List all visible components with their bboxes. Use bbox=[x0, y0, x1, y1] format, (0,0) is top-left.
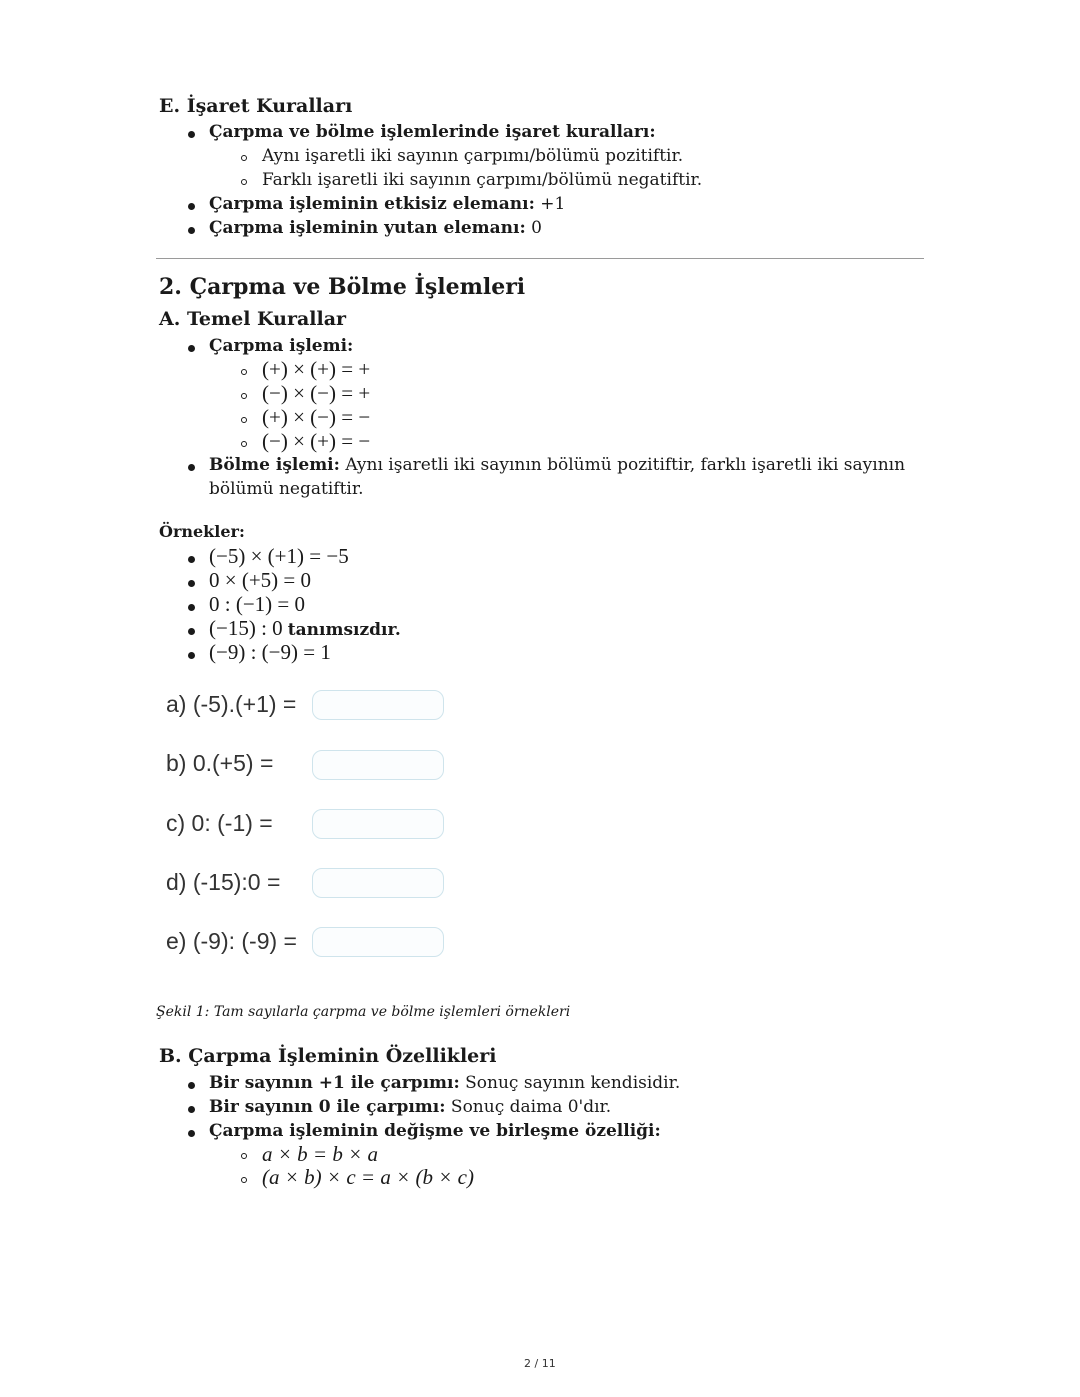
exercise-c-label: c) 0: (-1) = bbox=[166, 810, 273, 836]
division-rule-item bbox=[209, 455, 905, 475]
associative-formula: (a × b) × c = a × (b × c) bbox=[262, 1165, 474, 1189]
bullet-dot bbox=[188, 1082, 195, 1089]
property-label: Bir sayının +1 ile çarpımı: bbox=[209, 1073, 460, 1093]
commutative-formula: a × b = b × a bbox=[262, 1142, 379, 1166]
example-expression: (−15) : 0 bbox=[209, 616, 283, 640]
exercise-a-answer-box[interactable] bbox=[312, 690, 444, 720]
sub-bullet-circle bbox=[241, 1153, 247, 1159]
example-item-undefined bbox=[209, 616, 401, 641]
section-divider bbox=[156, 258, 924, 259]
figure-caption: Şekil 1: Tam sayılarla çarpma ve bölme işlemleri örnekleri bbox=[156, 1004, 571, 1020]
section-2a-heading: A. Temel Kurallar bbox=[159, 308, 347, 330]
exercise-e-answer-box[interactable] bbox=[312, 927, 444, 957]
division-text-continued: bölümü negatiftir. bbox=[209, 479, 364, 499]
section-2-heading: 2. Çarpma ve Bölme İşlemleri bbox=[159, 274, 526, 300]
division-label: Bölme işlemi: bbox=[209, 455, 340, 475]
section-e-heading: E. İşaret Kuralları bbox=[159, 95, 353, 117]
example-undefined-text: tanımsızdır. bbox=[287, 620, 401, 640]
page-number: 2 / 11 bbox=[524, 1357, 556, 1370]
property-item bbox=[209, 1073, 680, 1093]
bullet-dot bbox=[188, 652, 195, 659]
sign-rule-formula: (−) × (−) = + bbox=[262, 381, 371, 405]
sign-rule-formula: (−) × (+) = − bbox=[262, 429, 371, 453]
exercise-c-answer-box[interactable] bbox=[312, 809, 444, 839]
property-item bbox=[209, 1097, 611, 1117]
sub-bullet-circle bbox=[241, 393, 247, 399]
sub-bullet-circle bbox=[241, 1177, 247, 1183]
identity-element-item bbox=[209, 194, 565, 214]
sign-rules-label: Çarpma ve bölme işlemlerinde işaret kuralları: bbox=[209, 122, 656, 142]
bullet-dot bbox=[188, 604, 195, 611]
bullet-dot bbox=[188, 628, 195, 635]
sign-rule-different: Farklı işaretli iki sayının çarpımı/bölümü negatiftir. bbox=[262, 170, 703, 190]
identity-element-value: +1 bbox=[540, 194, 566, 214]
division-text: Aynı işaretli iki sayının bölümü pozitiftir, farklı işaretli iki sayının bbox=[345, 455, 906, 475]
sign-rule-formula: (+) × (+) = + bbox=[262, 357, 371, 381]
exercise-b-label: b) 0.(+5) = bbox=[166, 750, 274, 776]
identity-element-label: Çarpma işleminin etkisiz elemanı: bbox=[209, 194, 535, 214]
bullet-dot bbox=[188, 1106, 195, 1113]
example-item: 0 : (−1) = 0 bbox=[209, 592, 306, 616]
property-text: Sonuç sayının kendisidir. bbox=[465, 1073, 681, 1093]
bullet-dot bbox=[188, 203, 195, 210]
property-label: Çarpma işleminin değişme ve birleşme özelliği: bbox=[209, 1121, 661, 1141]
property-label: Bir sayının 0 ile çarpımı: bbox=[209, 1097, 446, 1117]
bullet-dot bbox=[188, 464, 195, 471]
exercise-d-label: d) (-15):0 = bbox=[166, 869, 281, 895]
sub-bullet-circle bbox=[241, 441, 247, 447]
bullet-dot bbox=[188, 580, 195, 587]
sign-rule-same: Aynı işaretli iki sayının çarpımı/bölümü pozitiftir. bbox=[262, 146, 684, 166]
property-text: Sonuç daima 0'dır. bbox=[450, 1097, 612, 1117]
example-item: (−5) × (+1) = −5 bbox=[209, 544, 349, 568]
sub-bullet-circle bbox=[241, 369, 247, 375]
section-b-heading: B. Çarpma İşleminin Özellikleri bbox=[159, 1045, 497, 1067]
sub-bullet-circle bbox=[241, 417, 247, 423]
sign-rule-formula: (+) × (−) = − bbox=[262, 405, 371, 429]
absorbing-element-item bbox=[209, 218, 542, 238]
example-item: 0 × (+5) = 0 bbox=[209, 568, 312, 592]
sub-bullet-circle bbox=[241, 179, 247, 185]
exercise-b-answer-box[interactable] bbox=[312, 750, 444, 780]
multiplication-label: Çarpma işlemi: bbox=[209, 336, 354, 356]
example-item: (−9) : (−9) = 1 bbox=[209, 640, 331, 664]
exercise-e-label: e) (-9): (-9) = bbox=[166, 928, 297, 954]
bullet-dot bbox=[188, 227, 195, 234]
exercise-a-label: a) (-5).(+1) = bbox=[166, 691, 297, 717]
bullet-dot bbox=[188, 345, 195, 352]
absorbing-element-value: 0 bbox=[531, 218, 542, 238]
bullet-dot bbox=[188, 556, 195, 563]
bullet-dot bbox=[188, 1130, 195, 1137]
sub-bullet-circle bbox=[241, 155, 247, 161]
absorbing-element-label: Çarpma işleminin yutan elemanı: bbox=[209, 218, 526, 238]
exercise-d-answer-box[interactable] bbox=[312, 868, 444, 898]
bullet-dot bbox=[188, 131, 195, 138]
examples-heading: Örnekler: bbox=[159, 522, 245, 541]
